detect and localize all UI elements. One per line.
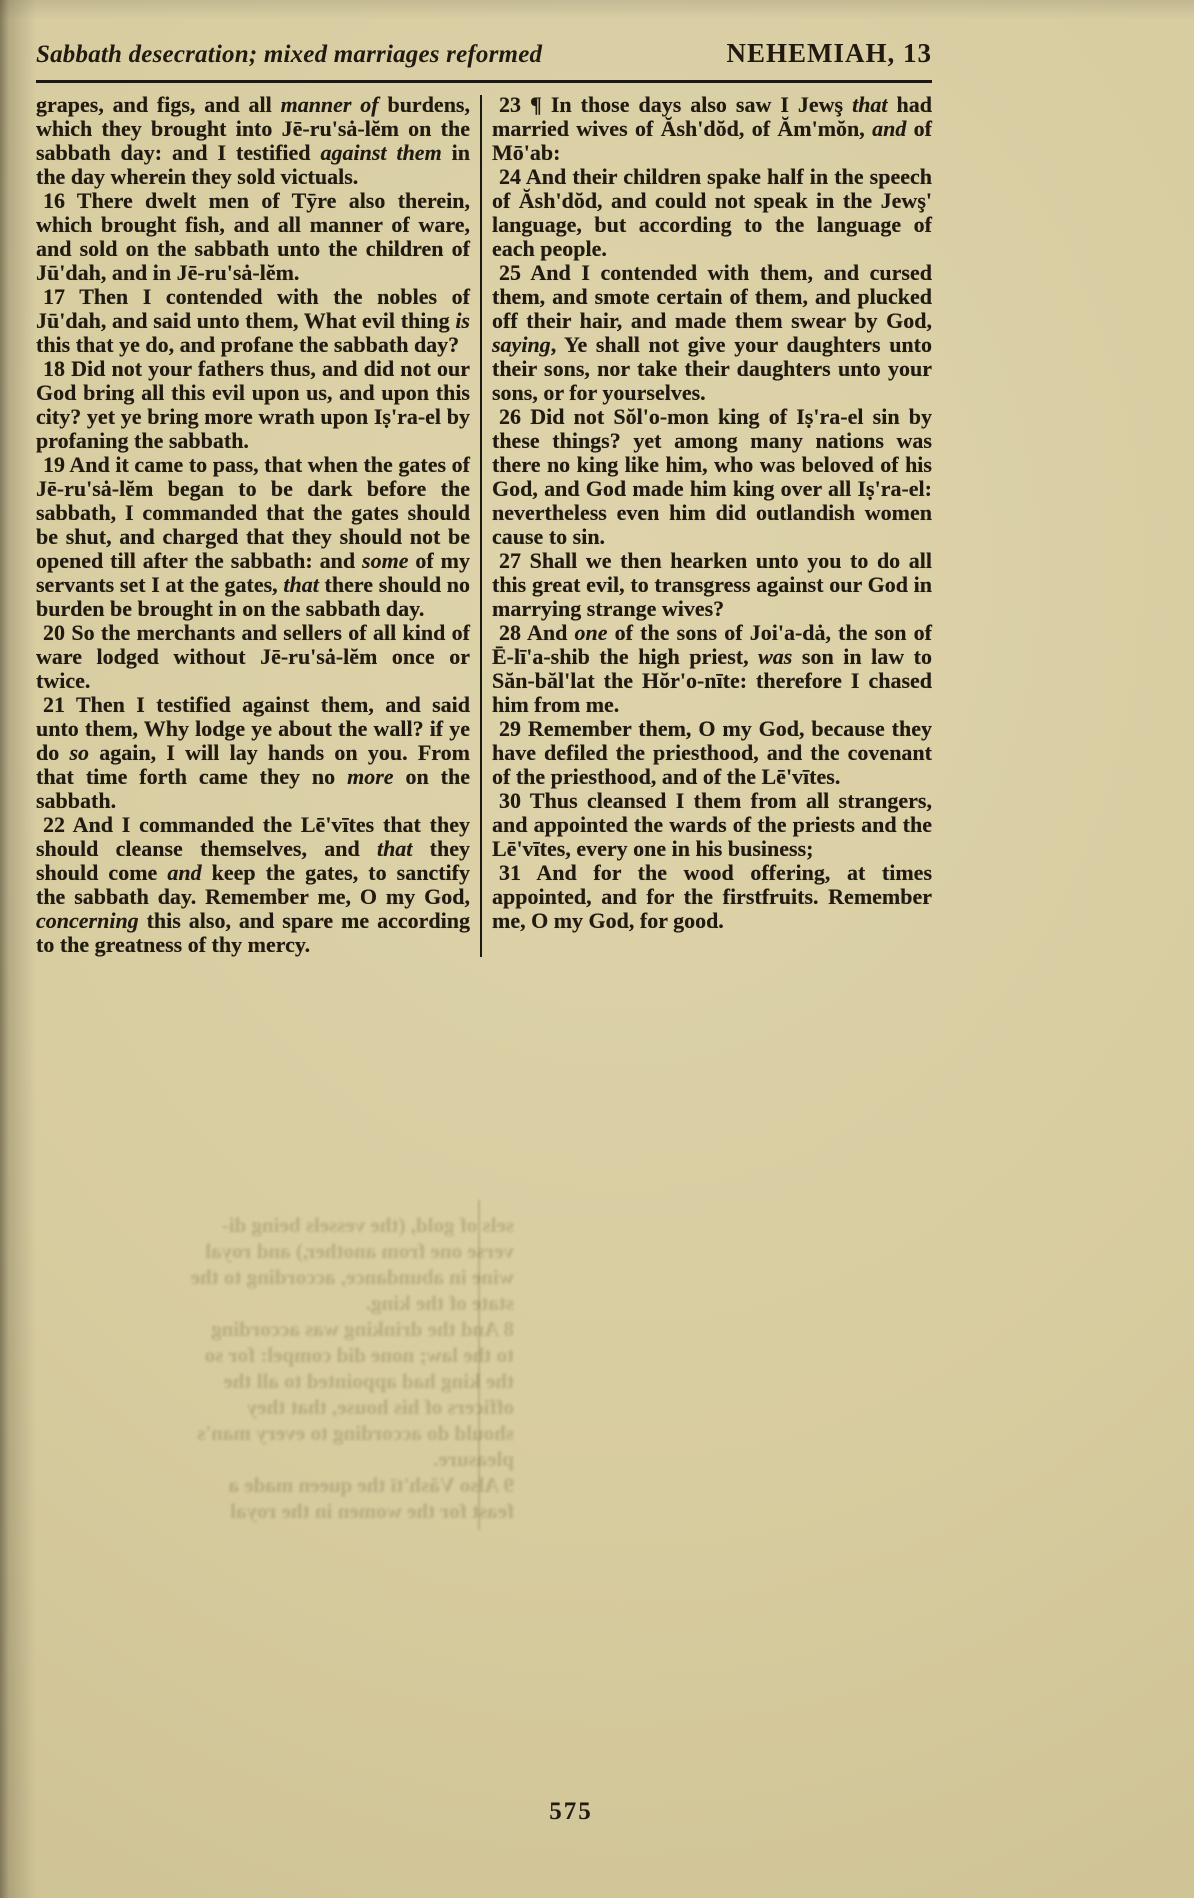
bleedthrough-divider-rule (478, 1200, 480, 1530)
verse-paragraph: 17 Then I contended with the nobles of Jū'dah, and said unto them, What evil thing is this that ye do, and profane the sabbath day? (36, 284, 470, 357)
verse-paragraph: 18 Did not your fathers thus, and did not our God bring all this evil upon us, and upon this city? yet ye bring more wrath upon Iṣ'ra-el by profaning the sabbath. (36, 356, 470, 453)
bleedthrough-text (44, 1212, 514, 1524)
bleedthrough-line: 8 And the drinking was according (211, 1317, 514, 1341)
bleedthrough-line: pleasure. (433, 1447, 514, 1471)
verse-paragraph: 19 And it came to pass, that when the gates of Jē-ru'sȧ-lĕm began to be dark before the sabbath, I commanded that the gates should be shut, and charged that they should not be opened till after the sabbath: and some of my servants set I at the gates, that there should no burden be brought in on the sabbath day. (36, 452, 471, 621)
verse-paragraph: 23 ¶ In those days also saw I Jewş that had married wives of Ăsh'dŏd, of Ăm'mŏn, and of Mō'ab: (492, 92, 933, 165)
verse-paragraph: 31 And for the wood offering, at times appointed, and for the firstfruits. Remember me, O my God, for good. (492, 860, 932, 933)
verse-paragraph: 16 There dwelt men of Tȳre also therein, which brought fish, and all manner of ware, and sold on the sabbath unto the children of Jū'dah, and in Jē-ru'sȧ-lĕm. (36, 188, 470, 285)
verse-paragraph: 25 And I contended with them, and cursed them, and smote certain of them, and plucked off their hair, and made them swear by God, saying, Ye shall not give your daughters unto their sons, nor take their daughters unto your sons, or for yourselves. (492, 260, 932, 405)
verse-paragraph: 26 Did not Sŏl'o-mon king of Iṣ'ra-el sin by these things? yet among many nations was there no king like him, who was beloved of his God, and God made him king over all Iṣ'ra-el: nevertheless even him did outlandish women cause to sin. (492, 404, 932, 549)
column-left (36, 93, 470, 957)
two-column-scripture-text (36, 93, 932, 957)
bleedthrough-line: 9 Also Văsh'tī the queen made a (228, 1473, 514, 1497)
bleedthrough-line: wine in abundance, according to the (190, 1265, 514, 1289)
page-number: 575 (549, 1798, 593, 1825)
bleedthrough-line: officers of his house, that they (246, 1395, 514, 1419)
verse-paragraph: 28 And one of the sons of Joi'a-dȧ, the son of Ē-lī'a-shib the high priest, was son in law to Săn-băl'lat the Hŏr'o-nīte: therefore I chased him from me. (492, 620, 932, 717)
verse-paragraph: 30 Thus cleansed I them from all strangers, and appointed the wards of the priests and the Lē'vītes, every one in his business; (492, 788, 932, 861)
bleedthrough-line: the king had appointed to all the (223, 1369, 514, 1393)
column-divider-rule (480, 95, 482, 957)
bleedthrough-line: verse one from another,) and royal (205, 1239, 514, 1263)
bleedthrough-line: state of the king. (365, 1291, 514, 1315)
running-head: Sabbath desecration; mixed marriages reformed (36, 41, 543, 68)
column-right (492, 93, 932, 957)
bleedthrough-line: feast for the women in the royal (230, 1499, 514, 1523)
verse-paragraph: grapes, and figs, and all manner of burdens, which they brought into Jē-ru'sȧ-lĕm on the sabbath day: and I testified against them in the day wherein they sold victuals. (36, 92, 470, 189)
verse-paragraph: 20 So the merchants and sellers of all kind of ware lodged without Jē-ru'sȧ-lĕm once or twice. (36, 620, 470, 693)
header-rule (36, 80, 932, 83)
verse-paragraph: 22 And I commanded the Lē'vītes that they should cleanse themselves, and that they should come and keep the gates, to sanctify the sabbath day. Remember me, O my God, concerning this also, and spare me according to the greatness of thy mercy. (36, 812, 470, 957)
verse-paragraph: 24 And their children spake half in the speech of Ăsh'dŏd, and could not speak in the Jewş' language, but according to the language of each people. (492, 164, 932, 261)
verse-paragraph: 21 Then I testified against them, and said unto them, Why lodge ye about the wall? if ye do so again, I will lay hands on you. From that time forth came they no more on the sabbath. (36, 692, 470, 813)
bleedthrough-line: should do according to every man's (197, 1421, 514, 1445)
book-chapter-reference: NEHEMIAH, 13 (726, 38, 932, 68)
bleedthrough-line: to the law; none did compel: for so (204, 1343, 514, 1367)
page-header (36, 38, 932, 69)
verse-paragraph: 27 Shall we then hearken unto you to do all this great evil, to transgress against our God in marrying strange wives? (492, 548, 932, 621)
bleedthrough-line: sels of gold, (the vessels being di- (221, 1213, 514, 1237)
verse-paragraph: 29 Remember them, O my God, because they have defiled the priesthood, and the covenant of the priesthood, and of the Lē'vītes. (492, 716, 932, 789)
